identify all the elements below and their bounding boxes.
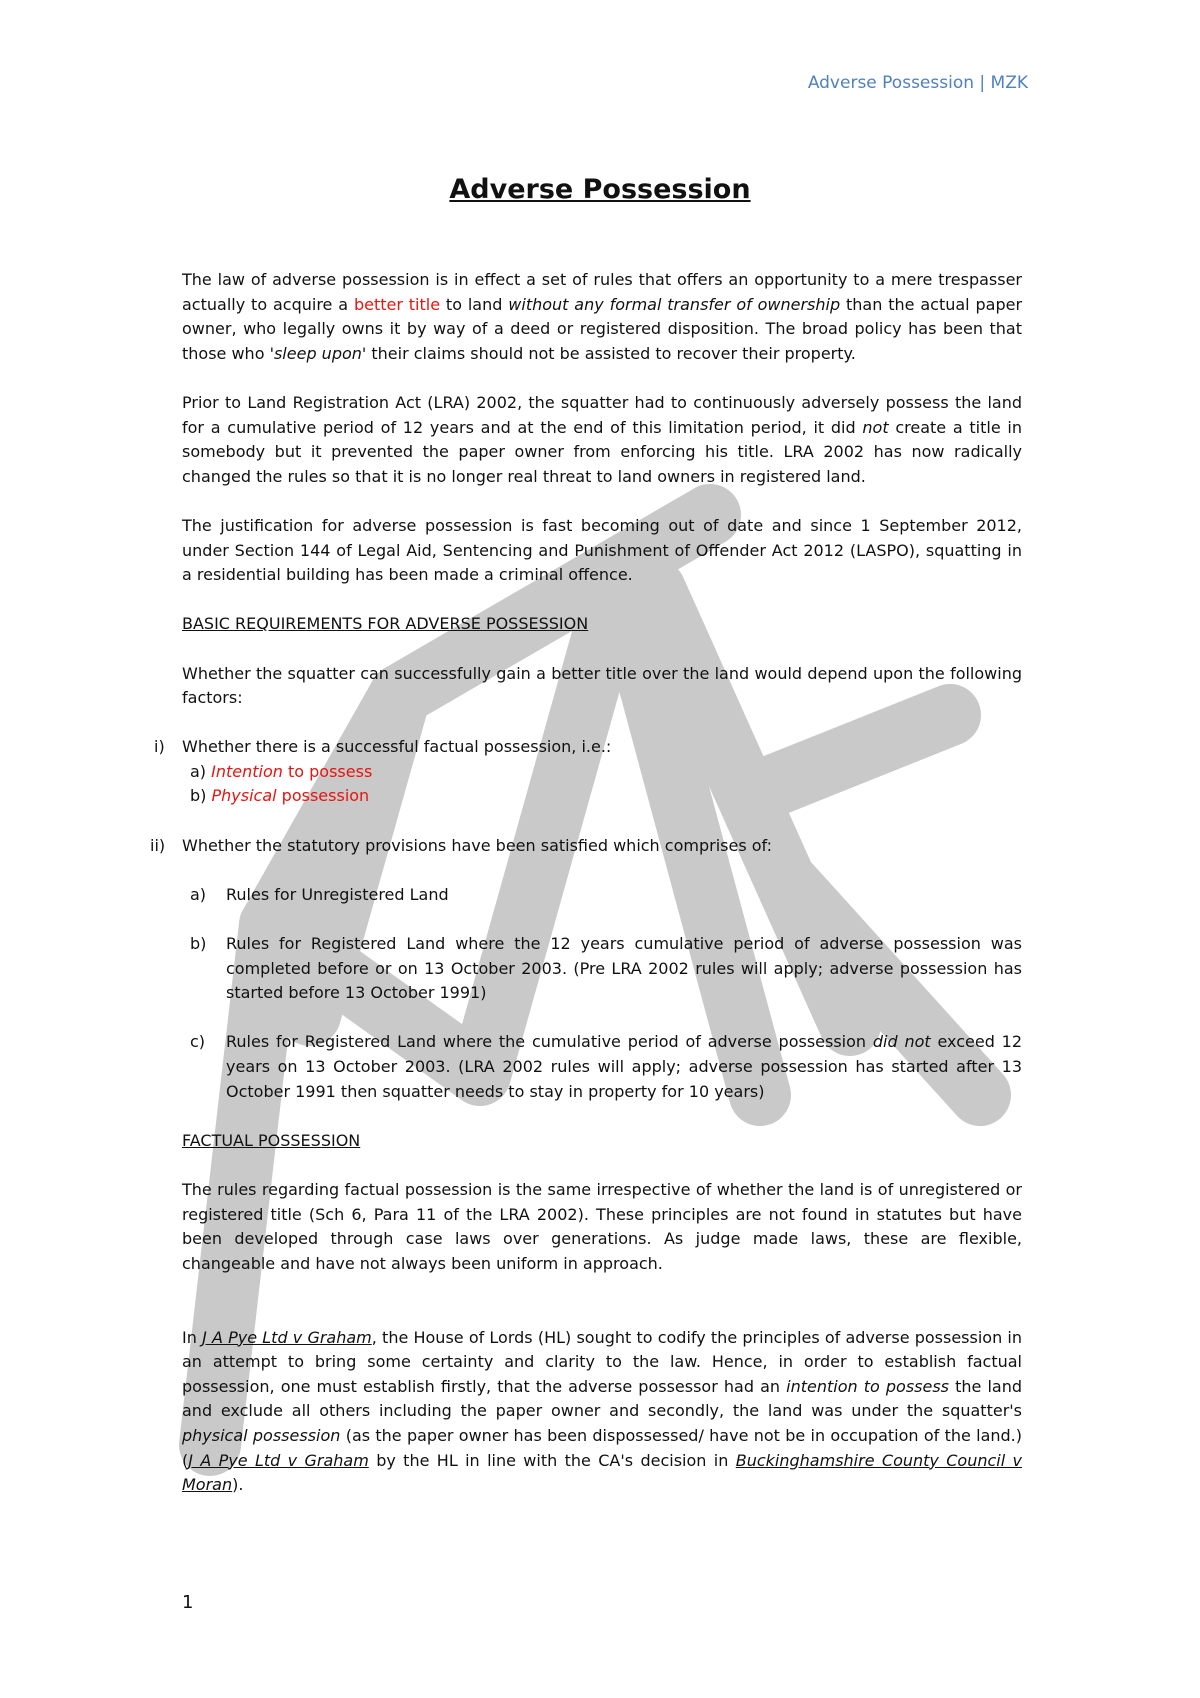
list-item-i-a: a) Intention to possess: [190, 761, 373, 781]
list-item-i-b: b) Physical possession: [190, 786, 370, 806]
document-body: [150, 268, 1023, 1522]
page-number: 1: [182, 1592, 194, 1613]
list-item-ii: ii) Whether the statutory provisions have been satisfied which comprises of:: [150, 835, 772, 855]
case-citation: J A Pye Ltd v Graham: [188, 1450, 369, 1470]
factors-paragraph: Whether the squatter can successfully gain a better title over the land would depend upon the following factors:: [182, 663, 1022, 708]
list-item-ii-a: a) Rules for Unregistered Land: [190, 884, 449, 904]
running-header: Adverse Possession | MZK: [807, 73, 1028, 93]
case-citation: Buckinghamshire County Council v Moran: [182, 1450, 1023, 1495]
heading-basic-requirements: BASIC REQUIREMENTS FOR ADVERSE POSSESSION: [182, 614, 589, 634]
intro-paragraph: The law of adverse possession is in effect a set of rules that offers an opportunity to a mere trespasser actually to acquire a better title to land without any formal transfer of ownership than the actual paper owner, who legally owns it by way of a deed or registered disposition. The broad policy has been that those who 'sleep upon' their claims should not be assisted to recover their property.: [182, 270, 1023, 363]
list-item-ii-c: c) Rules for Registered Land where the cumulative period of adverse possession did not exceed 12 years on 13 October 2003. (LRA 2002 rules will apply; adverse possession has started after 13 October 1991 then squatter needs to stay in property for 10 years): [190, 1032, 1023, 1101]
laspo-paragraph: The justification for adverse possession is fast becoming out of date and since 1 September 2012, under Section 144 of Legal Aid, Sentencing and Punishment of Offender Act 2012 (LASPO), squatting in a residential building has been made a criminal offence.: [182, 515, 1022, 585]
list-item-i: i) Whether there is a successful factual possession, i.e.:: [154, 737, 612, 757]
heading-factual-possession: FACTUAL POSSESSION: [182, 1130, 361, 1150]
case-citation: J A Pye Ltd v Graham: [202, 1327, 372, 1347]
list-item-ii-b: b) Rules for Registered Land where the 12 years cumulative period of adverse possession was completed before or on 13 October 2003. (Pre LRA 2002 rules will apply; adverse possession has started before 13 October 1991): [190, 934, 1022, 1003]
lra-paragraph: Prior to Land Registration Act (LRA) 2002, the squatter had to continuously adversely possess the land for a cumulative period of 12 years and at the end of this limitation period, it did not create a title in somebody but it prevented the paper owner from enforcing his title. LRA 2002 has now radically changed the rules so that it is no longer real threat to land owners in registered land.: [182, 392, 1022, 486]
factual-paragraph: The rules regarding factual possession is the same irrespective of whether the land is of unregistered or registered title (Sch 6, Para 11 of the LRA 2002). These principles are not found in statutes but have been developed through case laws over generations. As judge made laws, these are flexible, changeable and have not always been uniform in approach.: [182, 1179, 1022, 1273]
pye-paragraph: In J A Pye Ltd v Graham, the House of Lords (HL) sought to codify the principles of adverse possession in an attempt to bring some certainty and clarity to the law. Hence, in order to establish factual possession, one must establish firstly, that the adverse possessor had an intention to possess the land and exclude all others including the paper owner and secondly, the land was under the squatter's physical possession (as the paper owner has been dispossessed/ have not be in occupation of the land.) (J A Pye Ltd v Graham by the HL in line with the CA's decision in Buckinghamshire County Council v Moran).: [182, 1327, 1023, 1495]
page-title: Adverse Possession: [449, 174, 751, 205]
